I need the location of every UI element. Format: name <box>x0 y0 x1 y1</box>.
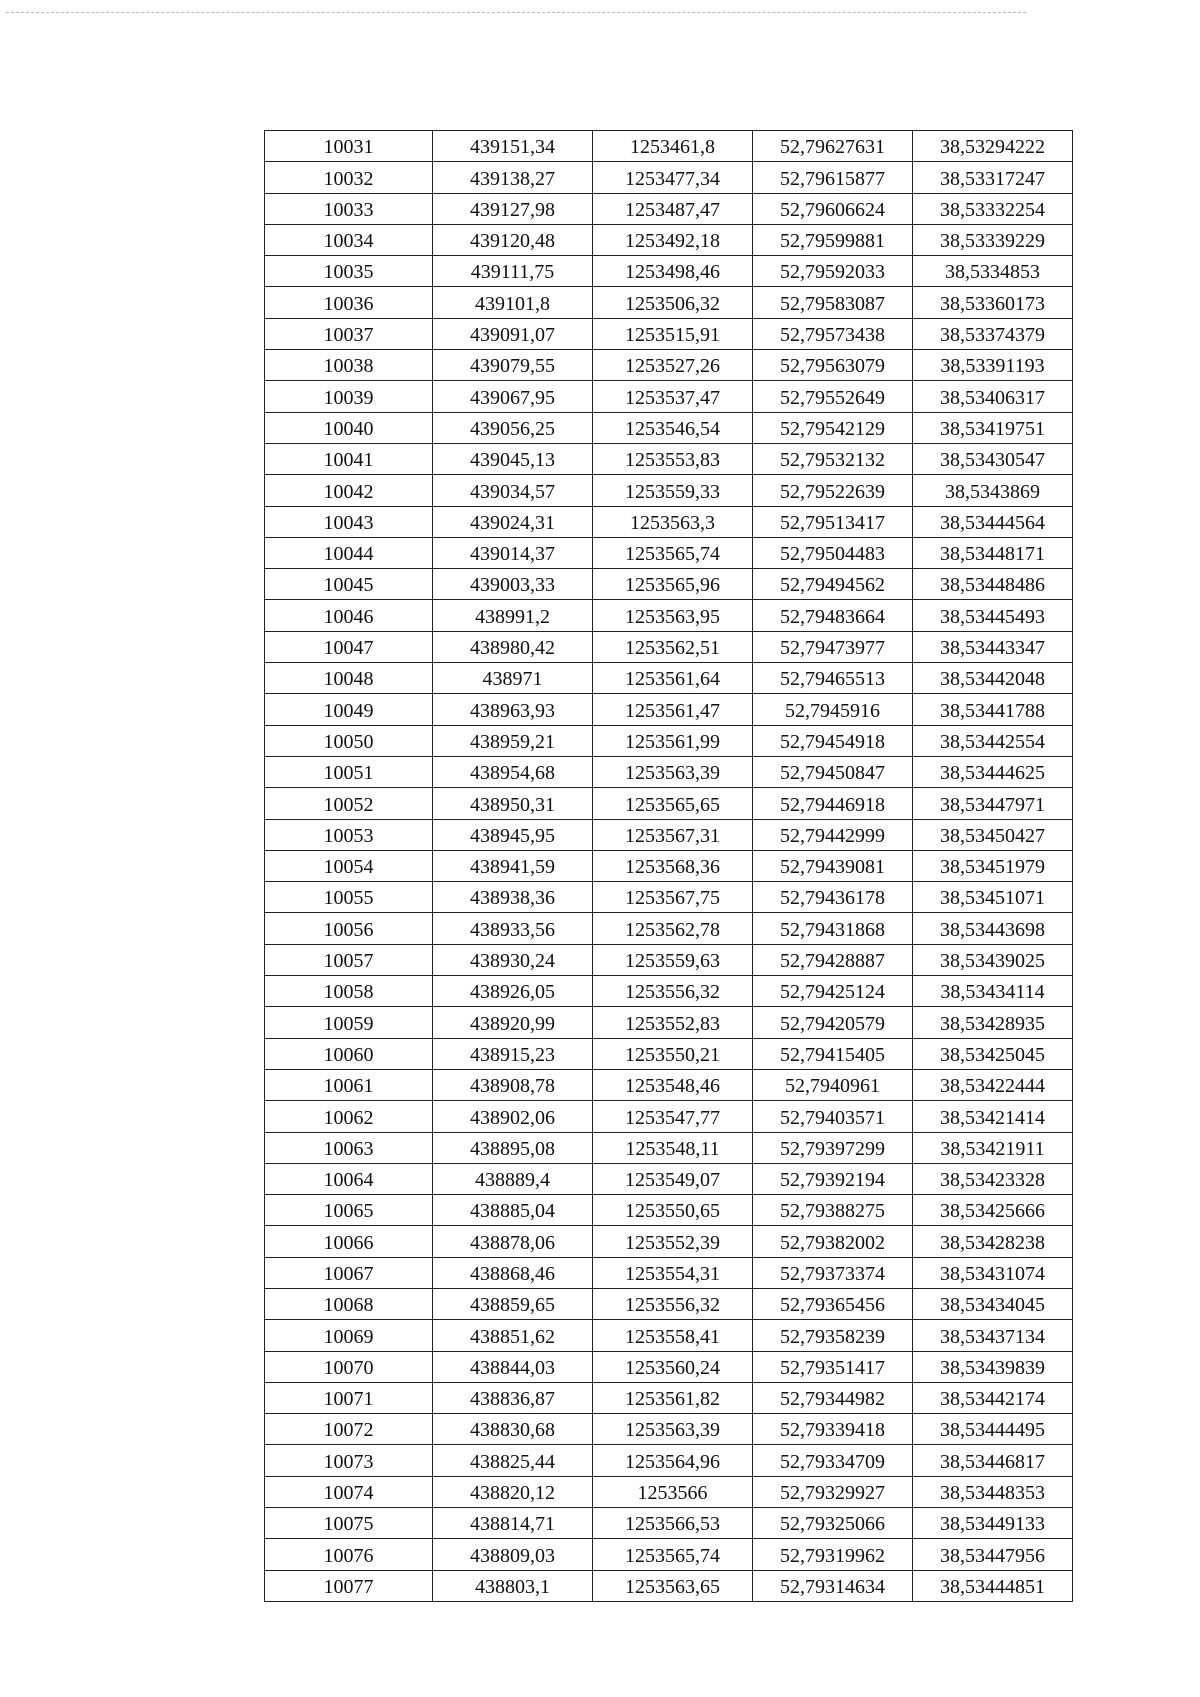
table-cell-longitude: 38,53421911 <box>913 1132 1073 1163</box>
table-cell-point-id: 10034 <box>265 224 433 255</box>
table-cell-y-coordinate: 1253547,77 <box>593 1101 753 1132</box>
table-cell-longitude: 38,53422444 <box>913 1069 1073 1100</box>
table-cell-y-coordinate: 1253548,46 <box>593 1069 753 1100</box>
table-cell-point-id: 10046 <box>265 600 433 631</box>
table-cell-longitude: 38,53446817 <box>913 1445 1073 1476</box>
table-cell-latitude: 52,79627631 <box>753 131 913 162</box>
table-cell-point-id: 10069 <box>265 1320 433 1351</box>
table-cell-x-coordinate: 438971 <box>433 663 593 694</box>
table-row <box>265 913 1073 944</box>
table-cell-point-id: 10072 <box>265 1414 433 1445</box>
table-cell-point-id: 10073 <box>265 1445 433 1476</box>
table-row <box>265 381 1073 412</box>
table-cell-latitude: 52,79334709 <box>753 1445 913 1476</box>
table-row <box>265 1508 1073 1539</box>
table-cell-longitude: 38,53450427 <box>913 819 1073 850</box>
table-cell-latitude: 52,79542129 <box>753 412 913 443</box>
table-cell-longitude: 38,53443347 <box>913 631 1073 662</box>
table-cell-point-id: 10060 <box>265 1038 433 1069</box>
table-cell-y-coordinate: 1253566,53 <box>593 1508 753 1539</box>
table-cell-latitude: 52,79532132 <box>753 443 913 474</box>
table-cell-latitude: 52,79483664 <box>753 600 913 631</box>
table-row <box>265 1069 1073 1100</box>
table-cell-y-coordinate: 1253477,34 <box>593 162 753 193</box>
table-cell-point-id: 10036 <box>265 287 433 318</box>
table-cell-point-id: 10050 <box>265 725 433 756</box>
table-cell-latitude: 52,79442999 <box>753 819 913 850</box>
table-cell-latitude: 52,79403571 <box>753 1101 913 1132</box>
table-cell-point-id: 10074 <box>265 1476 433 1507</box>
table-cell-point-id: 10049 <box>265 694 433 725</box>
table-row <box>265 350 1073 381</box>
table-cell-x-coordinate: 439111,75 <box>433 256 593 287</box>
table-cell-y-coordinate: 1253550,65 <box>593 1195 753 1226</box>
table-cell-longitude: 38,53431074 <box>913 1257 1073 1288</box>
table-cell-x-coordinate: 439034,57 <box>433 475 593 506</box>
table-cell-x-coordinate: 438814,71 <box>433 1508 593 1539</box>
table-cell-latitude: 52,79358239 <box>753 1320 913 1351</box>
table-cell-latitude: 52,79439081 <box>753 850 913 881</box>
table-cell-longitude: 38,53448353 <box>913 1476 1073 1507</box>
table-cell-point-id: 10063 <box>265 1132 433 1163</box>
table-cell-latitude: 52,79319962 <box>753 1539 913 1570</box>
table-cell-longitude: 38,53428935 <box>913 1007 1073 1038</box>
table-cell-x-coordinate: 438991,2 <box>433 600 593 631</box>
table-cell-y-coordinate: 1253565,74 <box>593 1539 753 1570</box>
table-cell-latitude: 52,79606624 <box>753 193 913 224</box>
table-cell-point-id: 10048 <box>265 663 433 694</box>
table-cell-latitude: 52,79465513 <box>753 663 913 694</box>
table-cell-latitude: 52,79329927 <box>753 1476 913 1507</box>
table-cell-latitude: 52,79473977 <box>753 631 913 662</box>
scan-edge-line <box>6 12 1026 13</box>
table-cell-y-coordinate: 1253563,95 <box>593 600 753 631</box>
table-row <box>265 1038 1073 1069</box>
table-cell-x-coordinate: 439101,8 <box>433 287 593 318</box>
table-cell-y-coordinate: 1253567,75 <box>593 882 753 913</box>
table-cell-longitude: 38,53421414 <box>913 1101 1073 1132</box>
table-row <box>265 1414 1073 1445</box>
table-cell-y-coordinate: 1253546,54 <box>593 412 753 443</box>
table-cell-y-coordinate: 1253492,18 <box>593 224 753 255</box>
table-cell-y-coordinate: 1253461,8 <box>593 131 753 162</box>
table-cell-x-coordinate: 439120,48 <box>433 224 593 255</box>
table-row <box>265 412 1073 443</box>
table-cell-longitude: 38,53445493 <box>913 600 1073 631</box>
table-cell-point-id: 10053 <box>265 819 433 850</box>
table-cell-x-coordinate: 439127,98 <box>433 193 593 224</box>
table-cell-x-coordinate: 439138,27 <box>433 162 593 193</box>
table-cell-y-coordinate: 1253561,64 <box>593 663 753 694</box>
table-cell-point-id: 10037 <box>265 318 433 349</box>
table-cell-y-coordinate: 1253559,63 <box>593 944 753 975</box>
coordinate-table-wrapper <box>264 130 1072 1602</box>
table-cell-longitude: 38,5343869 <box>913 475 1073 506</box>
table-cell-x-coordinate: 438809,03 <box>433 1539 593 1570</box>
table-cell-x-coordinate: 438868,46 <box>433 1257 593 1288</box>
table-cell-point-id: 10040 <box>265 412 433 443</box>
table-cell-longitude: 38,53360173 <box>913 287 1073 318</box>
table-row <box>265 475 1073 506</box>
table-cell-x-coordinate: 438930,24 <box>433 944 593 975</box>
table-cell-y-coordinate: 1253563,39 <box>593 1414 753 1445</box>
table-cell-y-coordinate: 1253527,26 <box>593 350 753 381</box>
table-cell-latitude: 52,79450847 <box>753 756 913 787</box>
table-cell-x-coordinate: 438825,44 <box>433 1445 593 1476</box>
table-cell-latitude: 52,79583087 <box>753 287 913 318</box>
table-cell-x-coordinate: 439003,33 <box>433 569 593 600</box>
table-row <box>265 850 1073 881</box>
table-cell-latitude: 52,79314634 <box>753 1570 913 1601</box>
table-cell-longitude: 38,53443698 <box>913 913 1073 944</box>
table-row <box>265 256 1073 287</box>
table-cell-latitude: 52,7945916 <box>753 694 913 725</box>
table-row <box>265 287 1073 318</box>
table-cell-latitude: 52,79454918 <box>753 725 913 756</box>
table-cell-point-id: 10043 <box>265 506 433 537</box>
table-cell-longitude: 38,53425045 <box>913 1038 1073 1069</box>
table-cell-x-coordinate: 438926,05 <box>433 976 593 1007</box>
table-cell-longitude: 38,53374379 <box>913 318 1073 349</box>
table-cell-latitude: 52,79431868 <box>753 913 913 944</box>
table-cell-y-coordinate: 1253565,74 <box>593 537 753 568</box>
table-cell-point-id: 10056 <box>265 913 433 944</box>
table-cell-y-coordinate: 1253565,96 <box>593 569 753 600</box>
table-cell-longitude: 38,53447956 <box>913 1539 1073 1570</box>
table-cell-longitude: 38,53441788 <box>913 694 1073 725</box>
table-cell-latitude: 52,79522639 <box>753 475 913 506</box>
table-cell-y-coordinate: 1253561,82 <box>593 1382 753 1413</box>
table-cell-point-id: 10054 <box>265 850 433 881</box>
table-cell-latitude: 52,79373374 <box>753 1257 913 1288</box>
table-cell-x-coordinate: 438836,87 <box>433 1382 593 1413</box>
table-cell-latitude: 52,79325066 <box>753 1508 913 1539</box>
table-cell-latitude: 52,79382002 <box>753 1226 913 1257</box>
table-cell-longitude: 38,53434045 <box>913 1288 1073 1319</box>
table-cell-point-id: 10075 <box>265 1508 433 1539</box>
table-cell-y-coordinate: 1253552,39 <box>593 1226 753 1257</box>
table-cell-point-id: 10051 <box>265 756 433 787</box>
table-cell-point-id: 10035 <box>265 256 433 287</box>
table-cell-y-coordinate: 1253549,07 <box>593 1163 753 1194</box>
table-cell-y-coordinate: 1253562,51 <box>593 631 753 662</box>
table-cell-longitude: 38,53317247 <box>913 162 1073 193</box>
table-cell-x-coordinate: 438941,59 <box>433 850 593 881</box>
table-cell-latitude: 52,79351417 <box>753 1351 913 1382</box>
table-cell-point-id: 10068 <box>265 1288 433 1319</box>
table-cell-latitude: 52,79552649 <box>753 381 913 412</box>
table-cell-y-coordinate: 1253566 <box>593 1476 753 1507</box>
table-cell-longitude: 38,53451071 <box>913 882 1073 913</box>
table-cell-x-coordinate: 438963,93 <box>433 694 593 725</box>
table-cell-y-coordinate: 1253564,96 <box>593 1445 753 1476</box>
table-cell-y-coordinate: 1253558,41 <box>593 1320 753 1351</box>
table-cell-x-coordinate: 438920,99 <box>433 1007 593 1038</box>
table-row <box>265 1382 1073 1413</box>
table-row <box>265 1226 1073 1257</box>
table-row <box>265 1570 1073 1601</box>
table-row <box>265 1007 1073 1038</box>
table-cell-point-id: 10071 <box>265 1382 433 1413</box>
table-cell-longitude: 38,53430547 <box>913 443 1073 474</box>
table-cell-longitude: 38,53442554 <box>913 725 1073 756</box>
table-row <box>265 162 1073 193</box>
coordinate-table-body <box>265 131 1073 1602</box>
table-row <box>265 694 1073 725</box>
table-cell-y-coordinate: 1253559,33 <box>593 475 753 506</box>
table-cell-y-coordinate: 1253487,47 <box>593 193 753 224</box>
table-cell-y-coordinate: 1253552,83 <box>593 1007 753 1038</box>
table-row <box>265 600 1073 631</box>
table-cell-point-id: 10031 <box>265 131 433 162</box>
table-cell-longitude: 38,53444495 <box>913 1414 1073 1445</box>
table-cell-longitude: 38,53439025 <box>913 944 1073 975</box>
table-row <box>265 976 1073 1007</box>
table-cell-point-id: 10064 <box>265 1163 433 1194</box>
table-cell-y-coordinate: 1253563,3 <box>593 506 753 537</box>
table-cell-x-coordinate: 438895,08 <box>433 1132 593 1163</box>
table-cell-longitude: 38,53339229 <box>913 224 1073 255</box>
table-cell-x-coordinate: 438908,78 <box>433 1069 593 1100</box>
table-cell-point-id: 10042 <box>265 475 433 506</box>
table-cell-point-id: 10057 <box>265 944 433 975</box>
table-row <box>265 443 1073 474</box>
table-cell-x-coordinate: 439079,55 <box>433 350 593 381</box>
table-cell-point-id: 10052 <box>265 788 433 819</box>
table-cell-x-coordinate: 439056,25 <box>433 412 593 443</box>
table-row <box>265 663 1073 694</box>
table-cell-longitude: 38,53444851 <box>913 1570 1073 1601</box>
table-cell-point-id: 10062 <box>265 1101 433 1132</box>
table-cell-x-coordinate: 438878,06 <box>433 1226 593 1257</box>
table-cell-latitude: 52,79436178 <box>753 882 913 913</box>
table-cell-point-id: 10044 <box>265 537 433 568</box>
table-cell-y-coordinate: 1253561,99 <box>593 725 753 756</box>
table-cell-y-coordinate: 1253567,31 <box>593 819 753 850</box>
table-cell-x-coordinate: 438889,4 <box>433 1163 593 1194</box>
table-cell-x-coordinate: 438844,03 <box>433 1351 593 1382</box>
table-cell-latitude: 52,79344982 <box>753 1382 913 1413</box>
table-cell-latitude: 52,79415405 <box>753 1038 913 1069</box>
table-row <box>265 788 1073 819</box>
table-cell-y-coordinate: 1253506,32 <box>593 287 753 318</box>
table-cell-longitude: 38,53391193 <box>913 350 1073 381</box>
table-row <box>265 1445 1073 1476</box>
table-cell-longitude: 38,53437134 <box>913 1320 1073 1351</box>
table-cell-x-coordinate: 438820,12 <box>433 1476 593 1507</box>
table-cell-x-coordinate: 438950,31 <box>433 788 593 819</box>
table-cell-latitude: 52,79504483 <box>753 537 913 568</box>
table-cell-longitude: 38,53294222 <box>913 131 1073 162</box>
table-cell-longitude: 38,53428238 <box>913 1226 1073 1257</box>
table-cell-latitude: 52,79615877 <box>753 162 913 193</box>
table-cell-x-coordinate: 438851,62 <box>433 1320 593 1351</box>
table-cell-latitude: 52,79388275 <box>753 1195 913 1226</box>
table-cell-longitude: 38,53423328 <box>913 1163 1073 1194</box>
table-row <box>265 882 1073 913</box>
table-cell-longitude: 38,53447971 <box>913 788 1073 819</box>
table-cell-point-id: 10045 <box>265 569 433 600</box>
table-cell-x-coordinate: 438980,42 <box>433 631 593 662</box>
table-cell-x-coordinate: 438803,1 <box>433 1570 593 1601</box>
table-cell-point-id: 10076 <box>265 1539 433 1570</box>
table-cell-x-coordinate: 438885,04 <box>433 1195 593 1226</box>
table-cell-y-coordinate: 1253550,21 <box>593 1038 753 1069</box>
table-cell-x-coordinate: 438902,06 <box>433 1101 593 1132</box>
table-cell-longitude: 38,53442174 <box>913 1382 1073 1413</box>
table-row <box>265 506 1073 537</box>
table-row <box>265 819 1073 850</box>
table-cell-latitude: 52,79420579 <box>753 1007 913 1038</box>
table-row <box>265 1539 1073 1570</box>
table-cell-point-id: 10065 <box>265 1195 433 1226</box>
table-row <box>265 1351 1073 1382</box>
table-cell-x-coordinate: 439091,07 <box>433 318 593 349</box>
table-cell-y-coordinate: 1253562,78 <box>593 913 753 944</box>
table-cell-latitude: 52,79365456 <box>753 1288 913 1319</box>
table-cell-longitude: 38,5334853 <box>913 256 1073 287</box>
table-cell-y-coordinate: 1253568,36 <box>593 850 753 881</box>
table-cell-longitude: 38,53332254 <box>913 193 1073 224</box>
table-cell-longitude: 38,53448171 <box>913 537 1073 568</box>
table-cell-y-coordinate: 1253498,46 <box>593 256 753 287</box>
table-cell-point-id: 10061 <box>265 1069 433 1100</box>
table-cell-latitude: 52,79392194 <box>753 1163 913 1194</box>
table-cell-y-coordinate: 1253537,47 <box>593 381 753 412</box>
table-cell-longitude: 38,53448486 <box>913 569 1073 600</box>
table-cell-longitude: 38,53439839 <box>913 1351 1073 1382</box>
table-row <box>265 131 1073 162</box>
table-row <box>265 631 1073 662</box>
table-cell-y-coordinate: 1253515,91 <box>593 318 753 349</box>
table-cell-y-coordinate: 1253560,24 <box>593 1351 753 1382</box>
table-cell-y-coordinate: 1253556,32 <box>593 976 753 1007</box>
table-cell-x-coordinate: 438859,65 <box>433 1288 593 1319</box>
table-cell-longitude: 38,53442048 <box>913 663 1073 694</box>
table-cell-y-coordinate: 1253561,47 <box>593 694 753 725</box>
table-cell-x-coordinate: 439014,37 <box>433 537 593 568</box>
table-cell-latitude: 52,79592033 <box>753 256 913 287</box>
table-cell-point-id: 10033 <box>265 193 433 224</box>
table-cell-x-coordinate: 438933,56 <box>433 913 593 944</box>
table-row <box>265 1476 1073 1507</box>
table-row <box>265 1288 1073 1319</box>
table-row <box>265 193 1073 224</box>
table-cell-x-coordinate: 438954,68 <box>433 756 593 787</box>
table-cell-x-coordinate: 439045,13 <box>433 443 593 474</box>
table-cell-point-id: 10067 <box>265 1257 433 1288</box>
table-cell-longitude: 38,53406317 <box>913 381 1073 412</box>
table-cell-longitude: 38,53419751 <box>913 412 1073 443</box>
table-row <box>265 569 1073 600</box>
table-cell-latitude: 52,79339418 <box>753 1414 913 1445</box>
table-cell-longitude: 38,53444564 <box>913 506 1073 537</box>
table-row <box>265 224 1073 255</box>
table-cell-point-id: 10047 <box>265 631 433 662</box>
table-row <box>265 1101 1073 1132</box>
coordinate-table <box>264 130 1073 1602</box>
table-row <box>265 1132 1073 1163</box>
table-cell-longitude: 38,53425666 <box>913 1195 1073 1226</box>
table-cell-latitude: 52,79494562 <box>753 569 913 600</box>
table-cell-point-id: 10058 <box>265 976 433 1007</box>
table-cell-latitude: 52,7940961 <box>753 1069 913 1100</box>
table-cell-x-coordinate: 439151,34 <box>433 131 593 162</box>
table-cell-latitude: 52,79573438 <box>753 318 913 349</box>
table-row <box>265 537 1073 568</box>
table-cell-longitude: 38,53449133 <box>913 1508 1073 1539</box>
table-cell-latitude: 52,79446918 <box>753 788 913 819</box>
table-cell-point-id: 10059 <box>265 1007 433 1038</box>
table-cell-point-id: 10032 <box>265 162 433 193</box>
table-cell-longitude: 38,53444625 <box>913 756 1073 787</box>
table-cell-y-coordinate: 1253553,83 <box>593 443 753 474</box>
table-cell-x-coordinate: 439024,31 <box>433 506 593 537</box>
table-row <box>265 1257 1073 1288</box>
table-row <box>265 1163 1073 1194</box>
table-cell-point-id: 10038 <box>265 350 433 381</box>
table-cell-x-coordinate: 438915,23 <box>433 1038 593 1069</box>
table-cell-y-coordinate: 1253554,31 <box>593 1257 753 1288</box>
table-cell-latitude: 52,79599881 <box>753 224 913 255</box>
table-cell-latitude: 52,79428887 <box>753 944 913 975</box>
table-cell-longitude: 38,53451979 <box>913 850 1073 881</box>
table-row <box>265 944 1073 975</box>
table-row <box>265 725 1073 756</box>
table-cell-y-coordinate: 1253548,11 <box>593 1132 753 1163</box>
table-cell-latitude: 52,79397299 <box>753 1132 913 1163</box>
table-cell-latitude: 52,79513417 <box>753 506 913 537</box>
table-cell-y-coordinate: 1253563,65 <box>593 1570 753 1601</box>
table-cell-x-coordinate: 438959,21 <box>433 725 593 756</box>
table-cell-x-coordinate: 439067,95 <box>433 381 593 412</box>
table-cell-x-coordinate: 438830,68 <box>433 1414 593 1445</box>
table-row <box>265 318 1073 349</box>
table-cell-point-id: 10041 <box>265 443 433 474</box>
table-cell-point-id: 10066 <box>265 1226 433 1257</box>
table-row <box>265 1195 1073 1226</box>
table-cell-y-coordinate: 1253563,39 <box>593 756 753 787</box>
table-cell-longitude: 38,53434114 <box>913 976 1073 1007</box>
table-row <box>265 1320 1073 1351</box>
table-cell-latitude: 52,79563079 <box>753 350 913 381</box>
table-cell-x-coordinate: 438945,95 <box>433 819 593 850</box>
table-cell-latitude: 52,79425124 <box>753 976 913 1007</box>
table-cell-y-coordinate: 1253565,65 <box>593 788 753 819</box>
table-row <box>265 756 1073 787</box>
table-cell-point-id: 10055 <box>265 882 433 913</box>
table-cell-y-coordinate: 1253556,32 <box>593 1288 753 1319</box>
table-cell-x-coordinate: 438938,36 <box>433 882 593 913</box>
table-cell-point-id: 10077 <box>265 1570 433 1601</box>
table-cell-point-id: 10070 <box>265 1351 433 1382</box>
table-cell-point-id: 10039 <box>265 381 433 412</box>
